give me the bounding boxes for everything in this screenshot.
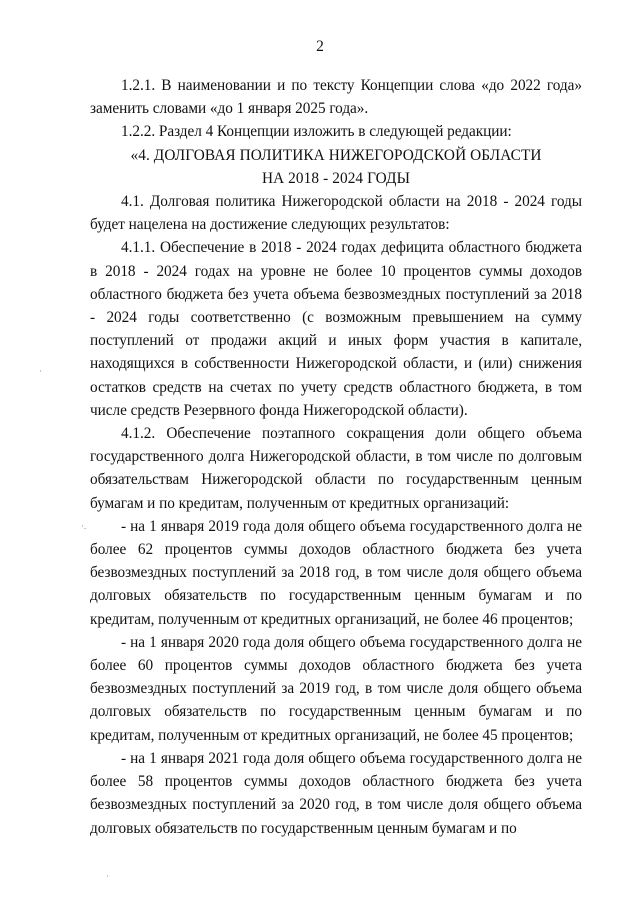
section-heading-line-1: «4. ДОЛГОВАЯ ПОЛИТИКА НИЖЕГОРОДСКОЙ ОБЛАСТИ [130,146,542,164]
page-number: 2 [316,38,324,55]
paragraph-1-2-1: 1.2.1. В наименовании и по тексту Концепции слова «до 2022 года» заменить словами «до 1 января 2025 года». [90,77,582,118]
paragraph-4-1: 4.1. Долговая политика Нижегородской области на 2018 - 2024 годы будет нацелена на достижение следующих результатов: [90,193,582,234]
section-heading-line-2: НА 2018 - 2024 ГОДЫ [261,169,411,187]
scan-speck: ·. [81,521,87,531]
list-item-2020: - на 1 января 2020 года доля общего объема государственного долга не более 60 процентов суммы доходов областного бюджета без учета безвозмездных поступлений за 2019 год, в том числе доля общего объема долговых обязательств по государственным ценным бумагам и по кредитам, полученным от кредитных организаций, не более 45 процентов; [90,633,582,744]
paragraph-4-1-1: 4.1.1. Обеспечение в 2018 - 2024 годах дефицита областного бюджета в 2018 - 2024 годах на уровне не более 10 процентов суммы доходов областного бюджета без учета объема безвозмездных поступлений за 2018 - 2024 годы соответственно (с возможным превышением на сумму поступлений от продажи акций и иных форм участия в капитале, находящихся в собственности Нижегородской области, и (или) снижения остатков средств на счетах по учету средств областного бюджета, в том числе средств Резервного фонда Нижегородской области). [90,239,582,419]
list-item-2021: - на 1 января 2021 года доля общего объема государственного долга не более 58 процентов суммы доходов областного бюджета без учета безвозмездных поступлений за 2020 год, в том числе доля общего объема долговых обязательств по государственным ценным бумагам и по [90,749,582,837]
paragraph-4-1-2: 4.1.2. Обеспечение поэтапного сокращения доли общего объема государственного долга Нижегородской области, в том числе по долговым обязательствам Нижегородской области по государственным ценным бумагам и по кредитам, полученным от кредитных организаций: [90,425,582,512]
scan-speck: · [39,366,42,376]
list-item-2019: - на 1 января 2019 года доля общего объема государственного долга не более 62 процентов суммы доходов областного бюджета без учета безвозмездных поступлений за 2018 год, в том числе доля общего объема долговых обязательств по государственным ценным бумагам и по кредитам, полученным от кредитных организаций, не более 46 процентов; [90,517,582,628]
document-body [90,74,582,840]
paragraph-1-2-2: 1.2.2. Раздел 4 Концепции изложить в следующей редакции: [121,123,512,141]
scan-speck: · [106,871,109,881]
